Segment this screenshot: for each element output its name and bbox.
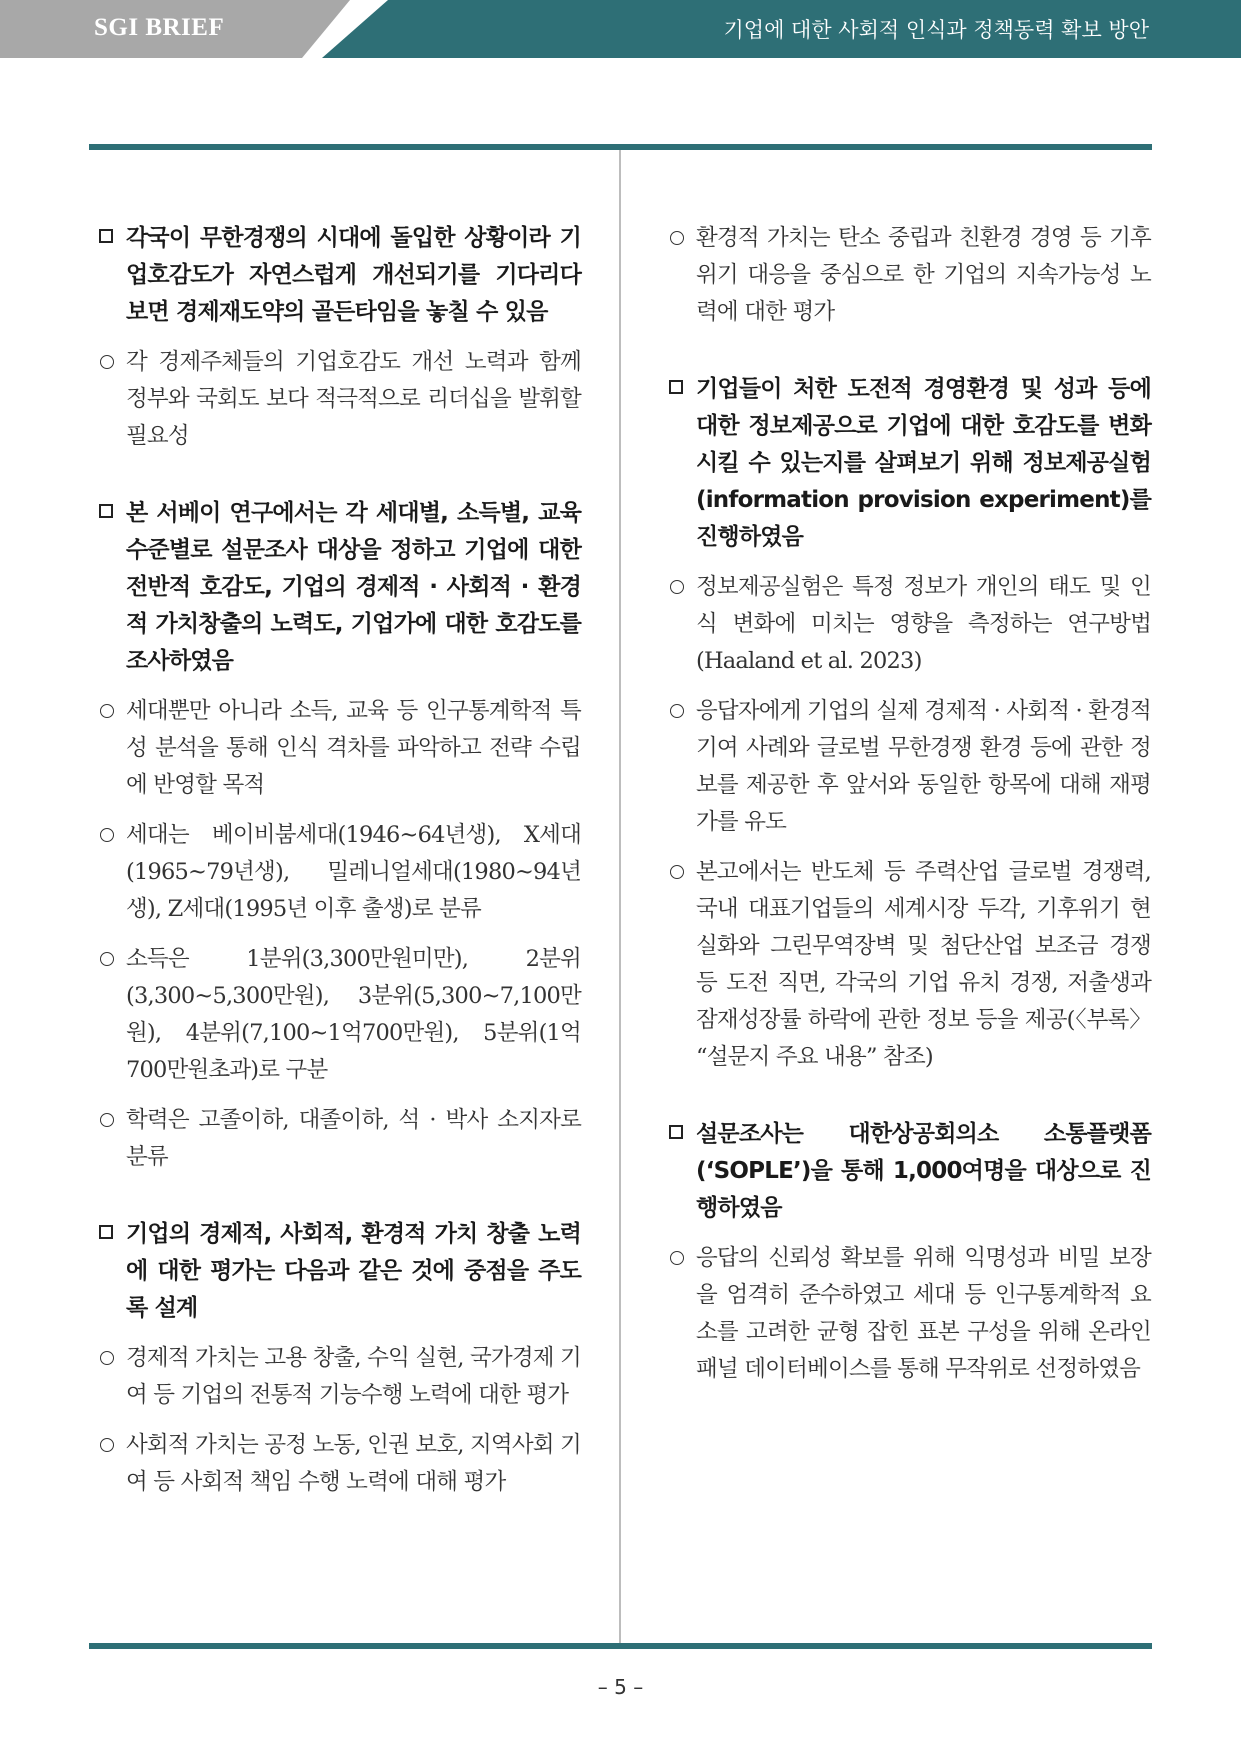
bullet-point: 사회적 가치는 공정 노동, 인권 보호, 지역사회 기여 등 사회적 책임 수행 노력에 대해 평가 xyxy=(99,1427,581,1501)
bullet-point: 환경적 가치는 탄소 중립과 친환경 경영 등 기후위기 대응을 중심으로 한 기업의 지속가능성 노력에 대한 평가 xyxy=(669,220,1151,331)
circle-bullet-icon xyxy=(100,1351,114,1365)
left-column xyxy=(99,220,581,1501)
page-number: – 5 – xyxy=(597,1675,644,1699)
circle-bullet-icon xyxy=(100,952,114,966)
circle-bullet-icon xyxy=(100,1113,114,1127)
circle-bullet-icon xyxy=(100,1438,114,1452)
square-bullet-icon xyxy=(669,1125,683,1139)
bullet-point: 세대는 베이비붐세대(1946~64년생), X세대(1965~79년생), 밀레니얼세대(1980~94년생), Z세대(1995년 이후 출생)로 분류 xyxy=(99,817,581,928)
bullet-point: 정보제공실험은 특정 정보가 개인의 태도 및 인식 변화에 미치는 영향을 측정하는 연구방법(Haaland et al. 2023) xyxy=(669,569,1151,680)
circle-bullet-icon xyxy=(670,580,684,594)
circle-bullet-icon xyxy=(100,704,114,718)
bullet-heading: 각국이 무한경쟁의 시대에 돌입한 상황이라 기업호감도가 자연스럽게 개선되기를 기다리다 보면 경제재도약의 골든타임을 놓칠 수 있음 xyxy=(99,220,581,331)
bullet-point: 응답자에게 기업의 실제 경제적 · 사회적 · 환경적 기여 사례와 글로벌 무한경쟁 환경 등에 관한 정보를 제공한 후 앞서와 동일한 항목에 대해 재평가를 유도 xyxy=(669,693,1151,841)
bullet-point: 세대뿐만 아니라 소득, 교육 등 인구통계학적 특성 분석을 통해 인식 격차를 파악하고 전략 수립에 반영할 목적 xyxy=(99,693,581,804)
bullet-heading: 본 서베이 연구에서는 각 세대별, 소득별, 교육수준별로 설문조사 대상을 정하고 기업에 대한 전반적 호감도, 기업의 경제적 · 사회적 · 환경적 가치창출의 노력도, 기업가에 대한 호감도를 조사하였음 xyxy=(99,495,581,680)
circle-bullet-icon xyxy=(670,865,684,879)
column-divider xyxy=(619,150,621,1643)
square-bullet-icon xyxy=(669,380,683,394)
square-bullet-icon xyxy=(99,229,113,243)
bullet-heading: 기업의 경제적, 사회적, 환경적 가치 창출 노력에 대한 평가는 다음과 같은 것에 중점을 주도록 설계 xyxy=(99,1216,581,1327)
running-title: 기업에 대한 사회적 인식과 정책동력 확보 방안 xyxy=(723,18,1149,42)
circle-bullet-icon xyxy=(100,828,114,842)
circle-bullet-icon xyxy=(670,1251,684,1265)
bullet-point: 소득은 1분위(3,300만원미만), 2분위(3,300~5,300만원), 3분위(5,300~7,100만원), 4분위(7,100~1억700만원), 5분위(1억700만원초과)로 구분 xyxy=(99,941,581,1089)
bullet-point: 응답의 신뢰성 확보를 위해 익명성과 비밀 보장을 엄격히 준수하였고 세대 등 인구통계학적 요소를 고려한 균형 잡힌 표본 구성을 위해 온라인 패널 데이터베이스를 통해 무작위로 선정하였음 xyxy=(669,1240,1151,1388)
bottom-rule xyxy=(89,1643,1152,1649)
brand-logo-text: SGI BRIEF xyxy=(94,14,225,41)
bullet-point: 본고에서는 반도체 등 주력산업 글로벌 경쟁력, 국내 대표기업들의 세계시장 두각, 기후위기 현실화와 그린무역장벽 및 첨단산업 보조금 경쟁 등 도전 직면, 각국의 기업 유치 경쟁, 저출생과 잠재성장률 하락에 관한 정보 등을 제공(〈부록〉 “설문지 주요 내용” 참조) xyxy=(669,854,1151,1076)
square-bullet-icon xyxy=(99,504,113,518)
circle-bullet-icon xyxy=(670,231,684,245)
bullet-point: 경제적 가치는 고용 창출, 수익 실현, 국가경제 기여 등 기업의 전통적 기능수행 노력에 대한 평가 xyxy=(99,1340,581,1414)
bullet-point: 학력은 고졸이하, 대졸이하, 석 · 박사 소지자로 분류 xyxy=(99,1102,581,1176)
right-column xyxy=(669,220,1151,1388)
bullet-heading: 설문조사는 대한상공회의소 소통플랫폼(‘SOPLE’)을 통해 1,000여명을 대상으로 진행하였음 xyxy=(669,1116,1151,1227)
circle-bullet-icon xyxy=(670,704,684,718)
square-bullet-icon xyxy=(99,1225,113,1239)
bullet-heading: 기업들이 처한 도전적 경영환경 및 성과 등에 대한 정보제공으로 기업에 대한 호감도를 변화시킬 수 있는지를 살펴보기 위해 정보제공실험(information provision experiment)를 진행하였음 xyxy=(669,371,1151,556)
bullet-point: 각 경제주체들의 기업호감도 개선 노력과 함께 정부와 국회도 보다 적극적으로 리더십을 발휘할 필요성 xyxy=(99,344,581,455)
circle-bullet-icon xyxy=(100,355,114,369)
header-bar xyxy=(0,0,1241,58)
